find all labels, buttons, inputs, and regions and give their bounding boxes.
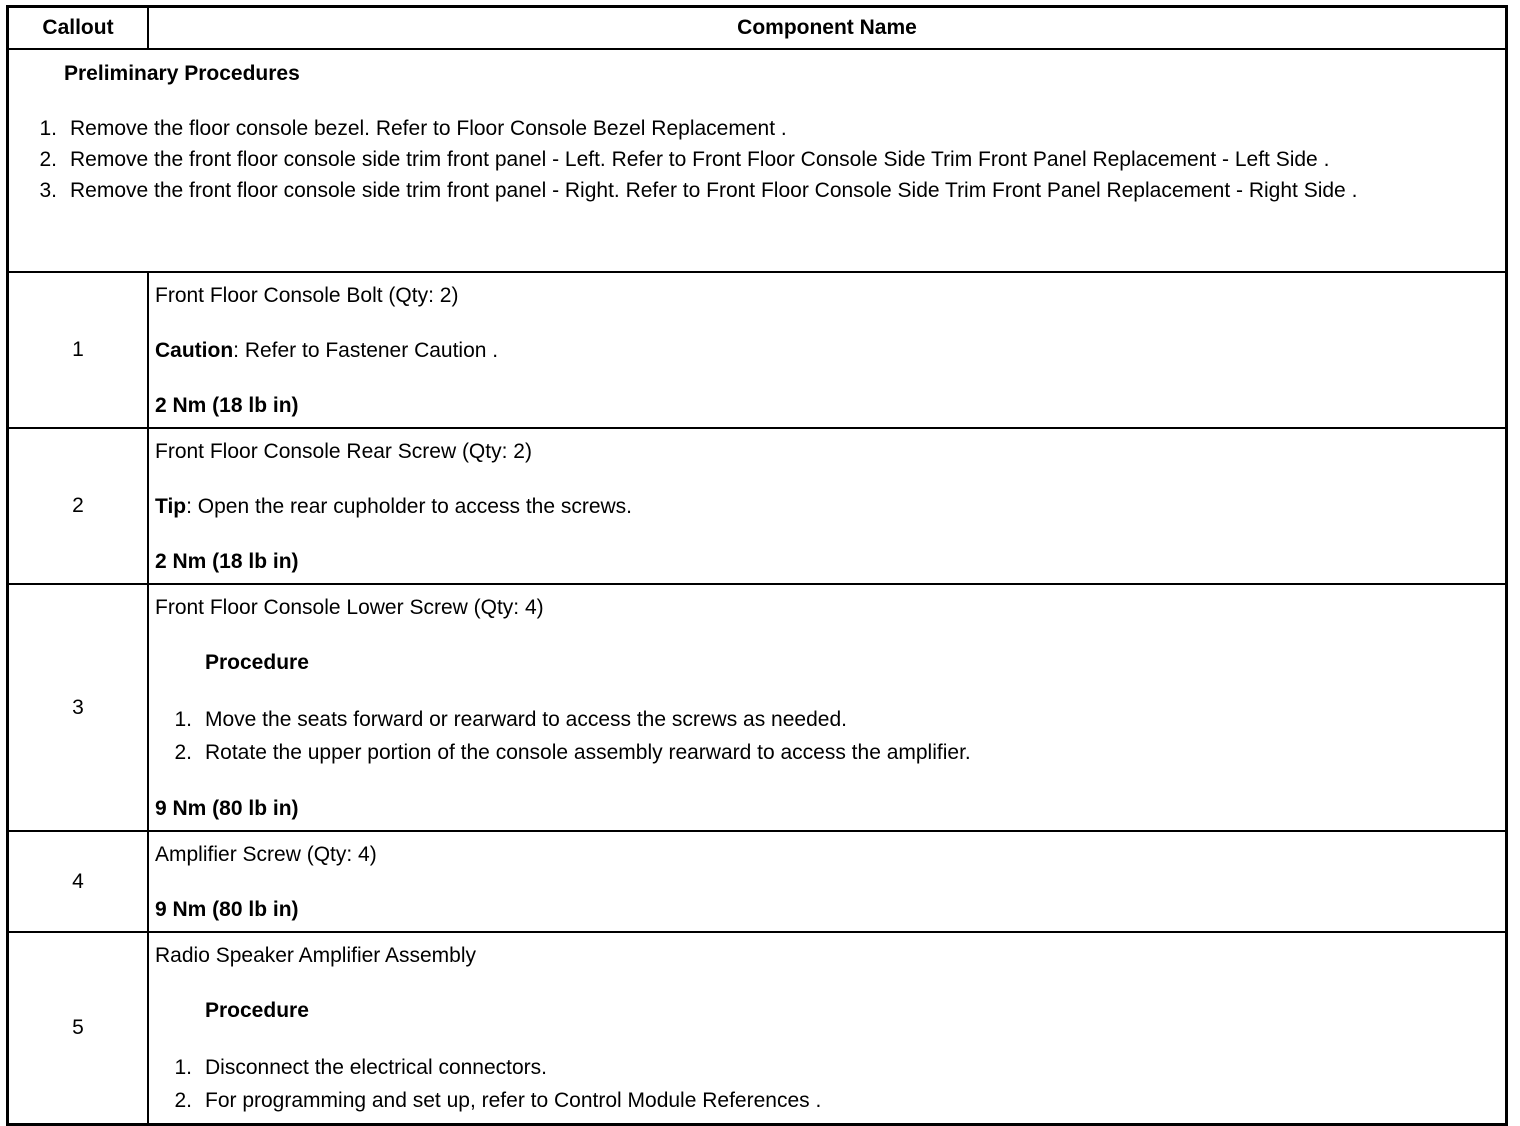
caution-note (155, 336, 1499, 366)
step-text: Remove the floor console bezel. Refer to Floor Console Bezel Replacement . (70, 117, 787, 140)
table-row (8, 428, 1507, 584)
header-component-name: Component Name (148, 7, 1507, 50)
step-text: Rotate the upper portion of the console assembly rearward to access the amplifier. (205, 741, 971, 764)
component-name: Front Floor Console Rear Screw (Qty: 2) (155, 440, 532, 463)
torque-spec (155, 391, 1499, 421)
table-row (8, 584, 1507, 831)
list-item: 1. Move the seats forward or rearward to access the screws as needed. (155, 703, 1499, 736)
caution-text: : Refer to Fastener Caution . (233, 339, 499, 362)
tip-label: Tip (155, 495, 187, 518)
callout-number: 1 (8, 272, 149, 428)
component-name: Radio Speaker Amplifier Assembly (155, 944, 476, 967)
list-item: 2. For programming and set up, refer to Control Module References . (155, 1084, 1499, 1117)
callout-number: 2 (8, 428, 149, 584)
list-item: 2. Rotate the upper portion of the console assembly rearward to access the amplifier. (155, 736, 1499, 769)
component-name: Amplifier Screw (Qty: 4) (155, 843, 377, 866)
torque-spec (155, 794, 1499, 824)
components-table (6, 5, 1508, 1126)
component-cell (148, 272, 1507, 428)
component-cell (148, 584, 1507, 831)
table-row (8, 932, 1507, 1125)
torque-value: 9 Nm (80 lb in) (155, 797, 299, 820)
preliminary-steps (23, 113, 1495, 206)
procedure-steps (155, 1051, 1499, 1117)
preliminary-procedures (8, 49, 1507, 272)
step-text: Remove the front floor console side trim front panel - Right. Refer to Front Floor Console Side Trim Front Panel Replacement - Right Side . (70, 179, 1358, 202)
step-text: For programming and set up, refer to Control Module References . (205, 1089, 822, 1112)
tip-text: : Open the rear cupholder to access the screws. (186, 495, 633, 518)
component-name: Front Floor Console Lower Screw (Qty: 4) (155, 596, 544, 619)
procedure-title: Procedure (205, 651, 309, 674)
component-cell (148, 831, 1507, 932)
step-text: Remove the front floor console side trim front panel - Left. Refer to Front Floor Console Side Trim Front Panel Replacement - Left Side . (70, 148, 1330, 171)
header-callout: Callout (8, 7, 149, 50)
list-item: 3. Remove the front floor console side trim front panel - Right. Refer to Front Floor Console Side Trim Front Panel Replacement - Right Side . (23, 175, 1495, 206)
table-row (8, 831, 1507, 932)
torque-value: 2 Nm (18 lb in) (155, 550, 299, 573)
callout-number: 5 (8, 932, 149, 1125)
step-text: Move the seats forward or rearward to access the screws as needed. (205, 708, 847, 731)
step-text: Disconnect the electrical connectors. (205, 1056, 547, 1079)
torque-spec (155, 547, 1499, 577)
header-row (8, 7, 1507, 50)
callout-number: 3 (8, 584, 149, 831)
list-item: 1. Disconnect the electrical connectors. (155, 1051, 1499, 1084)
component-name: Front Floor Console Bolt (Qty: 2) (155, 284, 459, 307)
caution-label: Caution (155, 339, 234, 362)
list-item: 1. Remove the floor console bezel. Refer to Floor Console Bezel Replacement . (23, 113, 1495, 144)
component-cell (148, 428, 1507, 584)
preliminary-row (8, 49, 1507, 272)
list-item: 2. Remove the front floor console side trim front panel - Left. Refer to Front Floor Console Side Trim Front Panel Replacement - Left Side . (23, 144, 1495, 175)
table-row (8, 272, 1507, 428)
component-cell (148, 932, 1507, 1125)
torque-value: 9 Nm (80 lb in) (155, 898, 299, 921)
torque-value: 2 Nm (18 lb in) (155, 394, 299, 417)
callout-number: 4 (8, 831, 149, 932)
preliminary-title: Preliminary Procedures (64, 62, 300, 85)
tip-note (155, 492, 1499, 522)
torque-spec (155, 895, 1499, 925)
procedure-steps (155, 703, 1499, 769)
procedure-title: Procedure (205, 999, 309, 1022)
